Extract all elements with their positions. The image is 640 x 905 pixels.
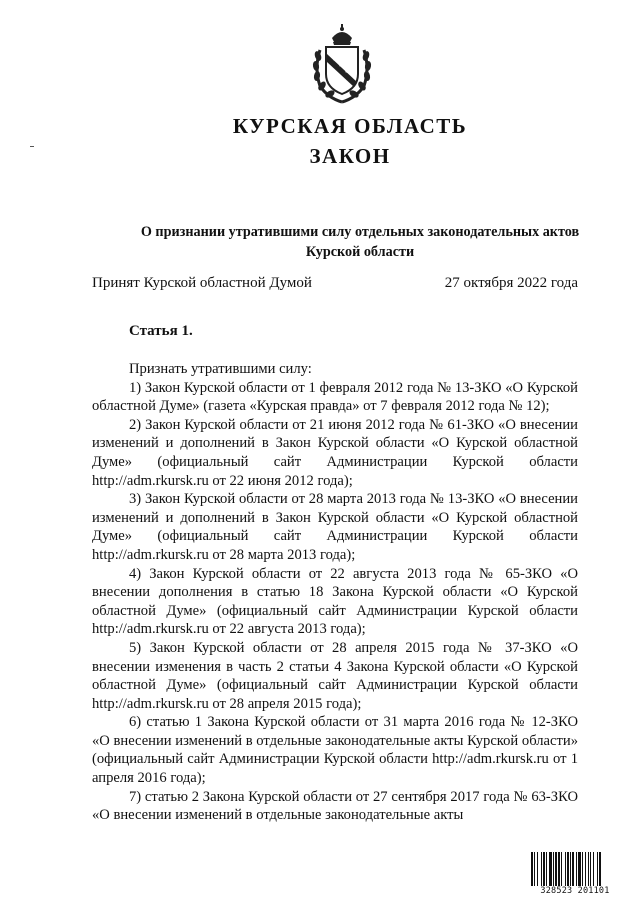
- article-item: 5) Закон Курской области от 28 апреля 2015 года № 37-ЗКО «О внесении изменения в часть 2 статьи 4 Закона Курской области «О Курской областной Думе» (официальный сайт Администрации Курской области http://adm.rkursk.ru от 28 апреля 2015 года);: [92, 639, 578, 712]
- barcode-number: 328523 201101: [540, 886, 610, 896]
- article-item: 3) Закон Курской области от 28 марта 2013 года № 13-ЗКО «О внесении изменений и дополнений в Закон Курской области «О Курской областной Думе» (официальный сайт Администрации Курской области http://adm.rkursk.ru от 28 марта 2013 года);: [92, 491, 578, 563]
- article-heading: Статья 1.: [129, 323, 193, 339]
- adoption-row: [92, 275, 578, 292]
- article-item: 4) Закон Курской области от 22 августа 2013 года № 65-ЗКО «О внесении дополнения в статью 18 Закона Курской области «О Курской областной Думе» (официальный сайт Администрации Курской области http://adm.rkursk.ru от 22 августа 2013 года);: [92, 565, 578, 638]
- article-item: 6) статью 1 Закона Курской области от 31 марта 2016 года № 12-ЗКО «О внесении изменений в отдельные законодательные акты Курской области» (официальный сайт Администрации Курской области http://adm.rkursk.ru от 1 апреля 2016 года);: [92, 714, 578, 787]
- law-title-line-1: О признании утратившими силу отдельных законодательных актов: [140, 224, 580, 240]
- article-item: 7) статью 2 Закона Курской области от 27 сентября 2017 года № 63-ЗКО «О внесении изменений в отдельные законодательные акты: [92, 788, 578, 824]
- barcode-bars-icon: [530, 852, 620, 886]
- article-intro: Признать утратившими силу:: [129, 361, 312, 377]
- article-item: 1) Закон Курской области от 1 февраля 2012 года № 13-ЗКО «О Курской областной Думе» (газета «Курская правда» от 7 февраля 2012 года № 12);: [92, 379, 578, 415]
- adopted-by: Принят Курской областной Думой: [92, 275, 312, 291]
- article-body: [92, 360, 578, 825]
- region-heading: КУРСКАЯ ОБЛАСТЬ: [232, 114, 468, 138]
- law-title: [80, 222, 640, 262]
- article-item: 2) Закон Курской области от 21 июня 2012 года № 61-ЗКО «О внесении изменений и дополнений в Закон Курской области «О Курской областной Думе» (официальный сайт Администрации Курской области http://adm.rkursk.ru от 22 июня 2012 года);: [92, 416, 578, 489]
- law-title-line-2: Курской области: [305, 244, 415, 260]
- document-type-heading: ЗАКОН: [309, 144, 391, 168]
- kursk-coat-of-arms-icon: [306, 24, 378, 104]
- barcode: [530, 852, 620, 898]
- adoption-date: 27 октября 2022 года: [444, 275, 578, 291]
- margin-tick: [30, 146, 34, 147]
